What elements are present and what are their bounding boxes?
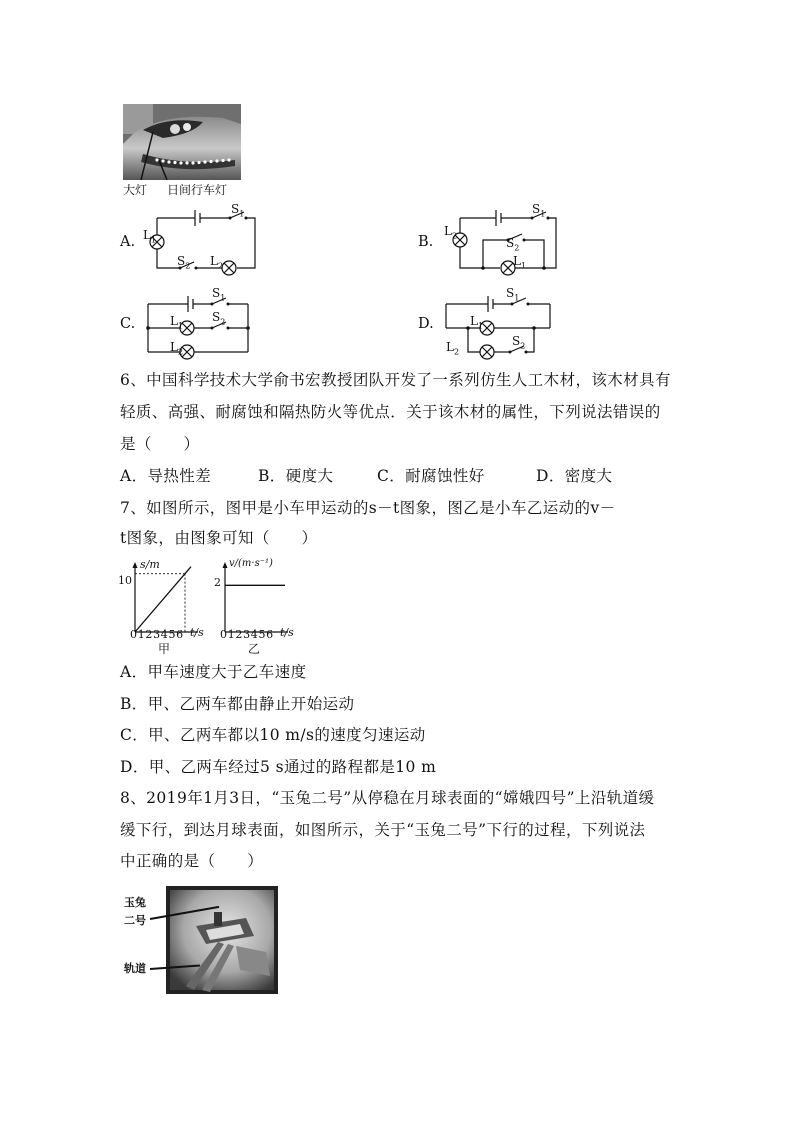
jia-ylabel: s/m bbox=[140, 558, 160, 571]
car-photo bbox=[123, 104, 241, 180]
label-s2: $S_2$ bbox=[177, 254, 191, 271]
label-s1: $S_1$ bbox=[506, 286, 520, 303]
jia-caption: 甲 bbox=[158, 642, 171, 656]
yi-xticks: 0 1 2 3 4 5 6 bbox=[220, 628, 272, 641]
label-s1: $S_1$ bbox=[231, 202, 245, 219]
rover-label-1: 玉兔 bbox=[124, 896, 146, 909]
q8-line2: 缓下行，到达月球表面，如图所示，关于“玉兔二号”下行的过程，下列说法 bbox=[120, 821, 646, 839]
option-letter: C. bbox=[120, 316, 136, 332]
option-letter: B. bbox=[418, 234, 434, 250]
label-s2: $S_2$ bbox=[506, 236, 520, 253]
y-axis-arrow bbox=[223, 562, 228, 568]
label-l1: $L_1$ bbox=[470, 314, 484, 331]
label-s2: $S_2$ bbox=[212, 310, 226, 327]
y-axis-arrow bbox=[133, 562, 138, 568]
yi-ylabel: v/(m·s⁻¹) bbox=[229, 558, 273, 569]
q7-line2: t图象，由图象可知（ ） bbox=[120, 529, 318, 547]
yi-caption: 乙 bbox=[248, 642, 261, 656]
q6-option-d[interactable]: D．密度大 bbox=[536, 467, 613, 485]
q6-line2: 轻质、高强、耐腐蚀和隔热防火等优点．关于该木材的属性，下列说法错误的 bbox=[120, 403, 661, 421]
q8-line3: 中正确的是（ ） bbox=[120, 852, 264, 870]
jia-xlabel: t/s bbox=[190, 626, 204, 639]
yi-xlabel: t/s bbox=[280, 626, 294, 639]
jia-xticks: 0 1 2 3 4 5 6 bbox=[130, 628, 182, 641]
circuit-option-a[interactable] bbox=[120, 200, 270, 280]
rover-photo bbox=[166, 886, 278, 994]
series-line bbox=[135, 567, 191, 632]
graph-jia bbox=[118, 560, 208, 656]
q7-line1: 7、如图所示，图甲是小车甲运动的s－t图象，图乙是小车乙运动的v－ bbox=[120, 499, 616, 517]
label-l2: $L_2$ bbox=[210, 254, 224, 271]
option-letter: A. bbox=[120, 234, 136, 250]
q7-option-a[interactable]: A．甲车速度大于乙车速度 bbox=[120, 663, 307, 681]
q6-option-c[interactable]: C．耐腐蚀性好 bbox=[377, 467, 485, 485]
circuit-option-b[interactable] bbox=[418, 200, 568, 280]
circuit-option-d[interactable] bbox=[418, 288, 568, 364]
label-s1: $S_1$ bbox=[532, 202, 546, 219]
option-letter: D. bbox=[418, 316, 434, 332]
q6-option-a[interactable]: A．导热性差 bbox=[120, 467, 212, 485]
circuit-option-c[interactable] bbox=[120, 288, 270, 364]
label-l2: $L_2$ bbox=[170, 340, 184, 357]
q6-line1: 6、中国科学技术大学俞书宏教授团队开发了一系列仿生人工木材，该木材具有 bbox=[120, 371, 671, 389]
q7-option-d[interactable]: D．甲、乙两车经过5 s通过的路程都是10 m bbox=[120, 758, 437, 776]
label-l1: $L_1$ bbox=[143, 228, 157, 245]
label-l1: $L_1$ bbox=[513, 254, 527, 271]
label-l2: $L_2$ bbox=[444, 224, 458, 241]
circuit-diagram-a bbox=[140, 200, 270, 280]
circuit-diagram-b bbox=[438, 200, 568, 280]
label-s2: $S_2$ bbox=[512, 334, 526, 351]
circuit-diagram-c bbox=[140, 288, 270, 364]
drl-label: 日间行车灯 bbox=[167, 183, 228, 197]
label-l2: $L_2$ bbox=[446, 340, 460, 357]
yi-ytick: 2 bbox=[214, 576, 221, 589]
label-s1: $S_1$ bbox=[212, 286, 226, 303]
track-label: 轨道 bbox=[124, 962, 146, 975]
headlight-label: 大灯 bbox=[123, 183, 148, 197]
q8-line1: 8、2019年1月3日，“玉兔二号”从停稳在月球表面的“嫦娥四号”上沿轨道缓 bbox=[120, 789, 655, 807]
car-photo-figure bbox=[123, 104, 241, 196]
jia-ytick: 10 bbox=[118, 574, 132, 587]
q7-option-c[interactable]: C．甲、乙两车都以10 m/s的速度匀速运动 bbox=[120, 726, 426, 744]
q7-option-b[interactable]: B．甲、乙两车都由静止开始运动 bbox=[120, 695, 355, 713]
rover-label-2: 二号 bbox=[124, 914, 146, 927]
label-l1: $L_1$ bbox=[170, 314, 184, 331]
rover-photo-figure bbox=[120, 884, 282, 996]
graph-yi bbox=[208, 560, 298, 656]
q6-option-b[interactable]: B．硬度大 bbox=[258, 467, 334, 485]
q6-line3: 是（ ） bbox=[120, 435, 200, 453]
